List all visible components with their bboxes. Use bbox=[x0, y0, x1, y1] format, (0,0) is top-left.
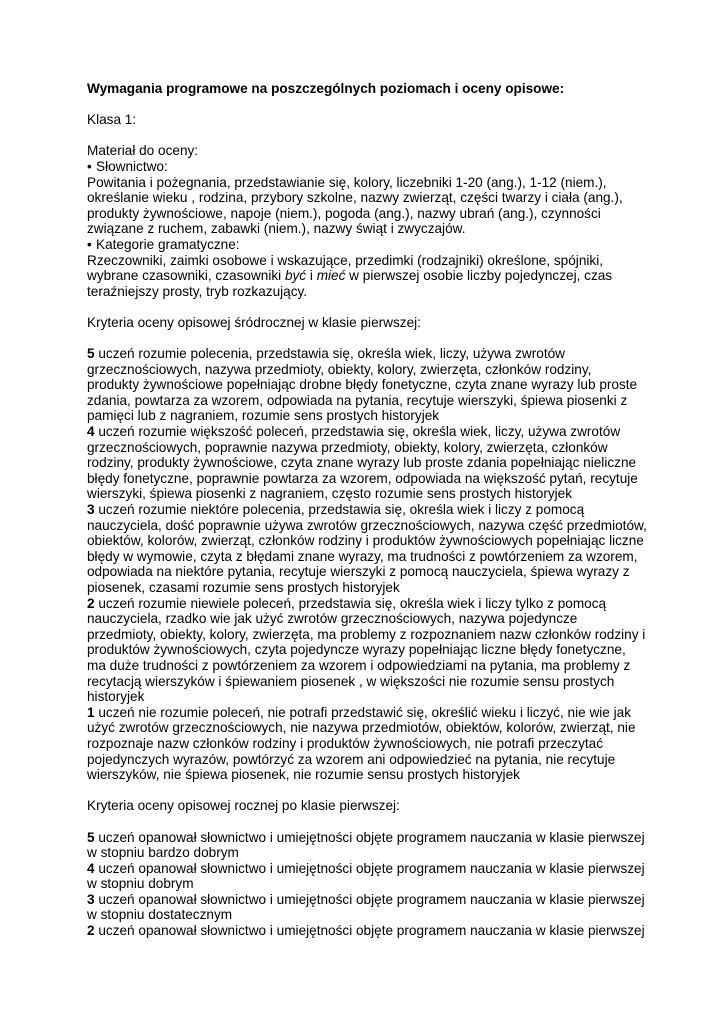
grade-text: uczeń opanował słownictwo i umiejętności objęte programem nauczania w klasie pierwszej w stopniu bardzo dobrym bbox=[87, 829, 645, 861]
document-title: Wymagania programowe na poszczególnych poziomach i oceny opisowe: bbox=[87, 81, 565, 96]
grade-text: uczeń opanował słownictwo i umiejętności objęte programem nauczania w klasie pierwszej w stopniu dostatecznym bbox=[87, 891, 645, 923]
grade-number: 2 bbox=[87, 923, 95, 939]
grammar-heading-text: Kategorie gramatyczne: bbox=[96, 236, 240, 252]
grade-item bbox=[87, 892, 647, 923]
grade-text: uczeń rozumie niewiele poleceń, przedstawia się, określa wiek i liczy tylko z pomocą nauczyciela, rzadko wie jak użyć zwrotów grzecznościowych, nazywa pojedyncze przedmioty, obiekty, kolory, zwierzęta, ma problemy z rozpoznaniem nazw członków rodziny i produktów żywnościowych, czyta pojedyncze wyrazy popełniając liczne błędy fonetyczne, ma duże trudności z powtórzeniem za wzorem i odpowiedziami na pytania, ma problemy z recytacją wierszyków i śpiewaniem piosenek , w większości nie rozumie sensu prostych historyjek bbox=[87, 595, 646, 705]
grade-item bbox=[87, 830, 647, 861]
grammar-text-part: i bbox=[306, 268, 317, 284]
grade-text: uczeń opanował słownictwo i umiejętności objęte programem nauczania w klasie pierwszej w stopniu dobrym bbox=[87, 860, 645, 892]
material-label: Materiał do oceny: bbox=[87, 143, 199, 159]
grade-number: 3 bbox=[87, 891, 95, 907]
grade-number: 5 bbox=[87, 829, 95, 845]
grade-item bbox=[87, 861, 647, 892]
grade-item bbox=[87, 596, 647, 705]
midterm-heading: Kryteria oceny opisowej śródrocznej w klasie pierwszej: bbox=[87, 314, 421, 330]
grade-number: 2 bbox=[87, 595, 95, 611]
grade-text: uczeń nie rozumie poleceń, nie potrafi przedstawić się, określić wieku i liczyć, nie wie jak użyć zwrotów grzecznościowych, nie nazywa przedmiotów, obiektów, kolorów, zwierząt, nie rozpoznaje nazw członków rodziny i produktów żywnościowych, nie potrafi przeczytać pojedynczych wyrazów, powtórzyć za wzorem ani odpowiedzieć na pytania, nie recytuje wierszyków, nie śpiewa piosenek, nie rozumie sensu prostych historyjek bbox=[87, 704, 636, 783]
class-label: Klasa 1: bbox=[87, 112, 137, 128]
grammar-italic-verb: być bbox=[284, 268, 307, 284]
grammar-text-part: w pierwszej osobie liczby pojedynczej, czas teraźniejszy prosty, tryb rozkazujący. bbox=[87, 268, 613, 299]
grade-number: 1 bbox=[87, 704, 95, 720]
grade-number: 4 bbox=[87, 860, 95, 876]
grade-number: 5 bbox=[87, 346, 95, 362]
grade-text: uczeń rozumie polecenia, przedstawia się, określa wiek, liczy, używa zwrotów grzecznościowych, nazywa przedmioty, obiekty, kolory, zwierzęta, członków rodziny, produkty żywnościowe popełniając drobne błędy fonetyczne, czyta znane wyrazy lub proste zdania, powtarza za wzorem, odpowiada na pytania, recytuje wierszyki, śpiewa piosenki z pamięci lub z nagraniem, rozumie sens prostych historyjek bbox=[87, 346, 638, 424]
grammar-italic-verb: mieć bbox=[316, 268, 346, 284]
bullet-icon: • bbox=[87, 236, 92, 252]
annual-grades bbox=[87, 830, 647, 939]
grammar-text-part: Rzeczowniki, zaimki osobowe i wskazujące, przedimki (rodzajniki) określone, spójniki, wybrane czasowniki, czasowniki bbox=[87, 252, 603, 284]
midterm-grades bbox=[87, 346, 647, 783]
grade-text: uczeń rozumie niektóre polecenia, przedstawia się, określa wiek i liczy z pomocą nauczyciela, dość poprawnie używa zwrotów grzecznościowych, nazywa część przedmiotów, obiektów, kolorów, zwierząt, członków rodziny i produktów żywnościowych popełniając liczne błędy w wymowie, czyta z błędami znane wyrazy, ma trudności z powtórzeniem za wzorem, odpowiada na niektóre pytania, recytuje wierszyki z pomocą nauczyciela, śpiewa wyrazy z piosenek, czasami rozumie sens prostych historyjek bbox=[87, 502, 647, 595]
vocab-heading bbox=[87, 159, 647, 175]
grade-item bbox=[87, 424, 647, 502]
grade-text: uczeń opanował słownictwo i umiejętności objęte programem nauczania w klasie pierwszej bbox=[94, 923, 645, 939]
grade-item bbox=[87, 923, 647, 939]
vocab-heading-text: Słownictwo: bbox=[96, 158, 168, 174]
grade-item bbox=[87, 346, 647, 424]
grade-text: uczeń rozumie większość poleceń, przedstawia się, określa wiek, liczy, używa zwrotów grzecznościowych, poprawnie nazywa przedmioty, obiekty, kolory, zwierzęta, członków rodziny, produkty żywnościowe, czyta znane wyrazy lub proste zdania popełniając nieliczne błędy fonetyczne, poprawnie powtarza za wzorem, odpowiada na większość pytań, recytuje wierszyki, śpiewa piosenki z nagraniem, często rozumie sens prostych historyjek bbox=[87, 424, 638, 502]
grade-item bbox=[87, 502, 647, 596]
grade-number: 4 bbox=[87, 424, 95, 440]
vocab-text: Powitania i pożegnania, przedstawianie się, kolory, liczebniki 1-20 (ang.), 1-12 (niem.), określanie wieku , rodzina, przybory szkolne, nazwy zwierząt, części twarzy i ciała (ang.), produkty żywnościowe, napoje (niem.), pogoda (ang.), nazwy ubrań (ang.), czynności związane z ruchem, zabawki (niem.), nazwy świąt i zwyczajów. bbox=[87, 174, 623, 237]
annual-heading: Kryteria oceny opisowej rocznej po klasie pierwszej: bbox=[87, 798, 400, 814]
document-page bbox=[87, 81, 647, 939]
grammar-text bbox=[87, 253, 647, 300]
grade-item bbox=[87, 705, 647, 783]
grammar-heading bbox=[87, 237, 647, 253]
grade-number: 3 bbox=[87, 502, 95, 518]
bullet-icon: • bbox=[87, 158, 92, 174]
